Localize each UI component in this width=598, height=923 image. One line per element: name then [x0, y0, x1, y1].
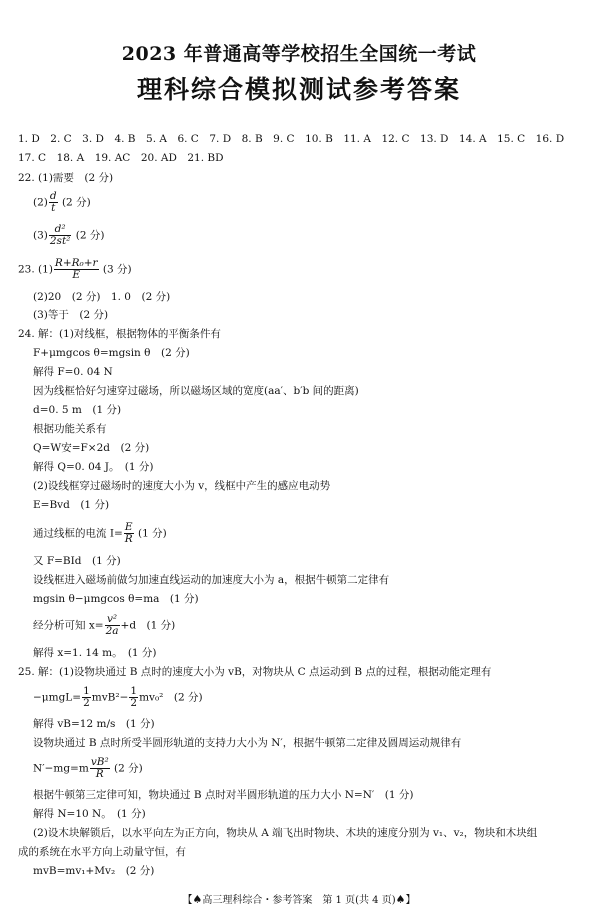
mc-answers-line-2: 17. C 18. A 19. AC 20. AD 21. BD: [18, 152, 224, 164]
q24-line: 24. 解：(1)对线框，根据物体的平衡条件有: [18, 328, 221, 340]
q25-line: 成的系统在水平方向上动量守恒，有: [18, 846, 186, 858]
q23-part2: (2)20 (2 分) 1. 0 (2 分): [33, 291, 171, 303]
spade-icon: ♠: [395, 893, 406, 906]
q24-line: 通过线框的电流 I= $\frac{E}{R}$ (1 分): [33, 521, 167, 546]
q25-line: −μmgL= $\frac{1}{2}$ mvB²− $\frac{1}{2}$ mv₀² (2 分): [33, 685, 203, 710]
q24-line: 解得 Q=0. 04 J。 (1 分): [33, 461, 154, 473]
q24-line: (2)设线框穿过磁场时的速度大小为 v，线框中产生的感应电动势: [33, 480, 331, 492]
q23-part1: 23. (1) $\frac{\text{R+R₀+r}}{E}$ (3 分): [18, 257, 132, 282]
spade-icon: ♠: [192, 893, 203, 906]
q22-part3: (3) $\frac{\text{d²}}{\text{2st²}}$ (2 分): [33, 223, 105, 248]
q23-part3: (3)等于 (2 分): [33, 309, 109, 321]
q24-current-fraction: $\frac{E}{R}$: [124, 521, 133, 546]
q24-line: E=Bvd (1 分): [33, 499, 110, 511]
q22-fraction: $\frac{d}{t}$: [49, 190, 57, 215]
q22-part2: (2) $\frac{d}{t}$ (2 分): [33, 190, 91, 215]
q24-line: mgsin θ−μmgcos θ=ma (1 分): [33, 593, 199, 605]
q24-line: 又 F=BId (1 分): [33, 555, 121, 567]
q24-line: 解得 F=0. 04 N: [33, 366, 113, 378]
exam-title: 2023 年普通高等学校招生全国统一考试: [121, 43, 477, 65]
q25-line: mvB=mv₁+Mv₂ (2 分): [33, 865, 155, 877]
q24-line: F+μmgcos θ=mgsin θ (2 分): [33, 347, 190, 359]
q24-line: Q=W安=F×2d (2 分): [33, 442, 150, 454]
half-fraction: $\frac{1}{2}$: [83, 685, 90, 710]
centripetal-fraction: $\frac{\text{vB²}}{R}$: [90, 756, 109, 781]
q24-line: d=0. 5 m (1 分): [33, 404, 122, 416]
q25-line: N′−mg=m $\frac{\text{vB²}}{R}$ (2 分): [33, 756, 143, 781]
mc-answers-line-1: 1. D 2. C 3. D 4. B 5. A 6. C 7. D 8. B 9. C 10. B 11. A 12. C 13. D 14. A 15. C 16. D: [18, 133, 565, 145]
q25-line: 设物块通过 B 点时所受半圆形轨道的支持力大小为 N′，根据牛顿第二定律及圆周运动规律有: [33, 737, 462, 749]
q24-line: 设线框进入磁场前做匀加速直线运动的加速度大小为 a，根据牛顿第二定律有: [33, 574, 390, 586]
q24-line: 解得 x=1. 14 m。 (1 分): [33, 647, 157, 659]
q25-line: 解得 vB=12 m/s (1 分): [33, 718, 155, 730]
q24-line: 经分析可知 x= $\frac{\text{v²}}{2a}$ +d (1 分): [33, 613, 176, 638]
answer-title: 理科综合模拟测试参考答案: [136, 75, 461, 104]
q23-fraction: $\frac{\text{R+R₀+r}}{E}$: [54, 257, 98, 282]
q24-x-fraction: $\frac{\text{v²}}{2a}$: [105, 613, 119, 638]
q24-line: 因为线框恰好匀速穿过磁场，所以磁场区域的宽度(aa′、b′b 间的距离): [33, 385, 359, 397]
q25-line: 根据牛顿第三定律可知，物块通过 B 点时对半圆形轨道的压力大小 N=N′ (1 分): [33, 789, 414, 801]
q25-line: 解得 N=10 N。 (1 分): [33, 808, 146, 820]
q22-part1: 22. (1)需要 (2 分): [18, 172, 114, 184]
q22-fraction-3: $\frac{\text{d²}}{\text{2st²}}$: [49, 223, 71, 248]
page-footer: 【♠高三理科综合・参考答案 第 1 页(共 4 页)♠】: [182, 893, 416, 906]
q24-line: 根据功能关系有: [33, 423, 107, 435]
half-fraction: $\frac{1}{2}$: [130, 685, 138, 710]
q25-line: (2)设木块解锁后，以水平向左为正方向，物块从 A 端飞出时物块、木块的速度分别为 v₁、v₂，物块和木块组: [33, 827, 538, 839]
q25-line: 25. 解：(1)设物块通过 B 点时的速度大小为 vB，对物块从 C 点运动到 B 点的过程，根据动能定理有: [18, 666, 492, 678]
